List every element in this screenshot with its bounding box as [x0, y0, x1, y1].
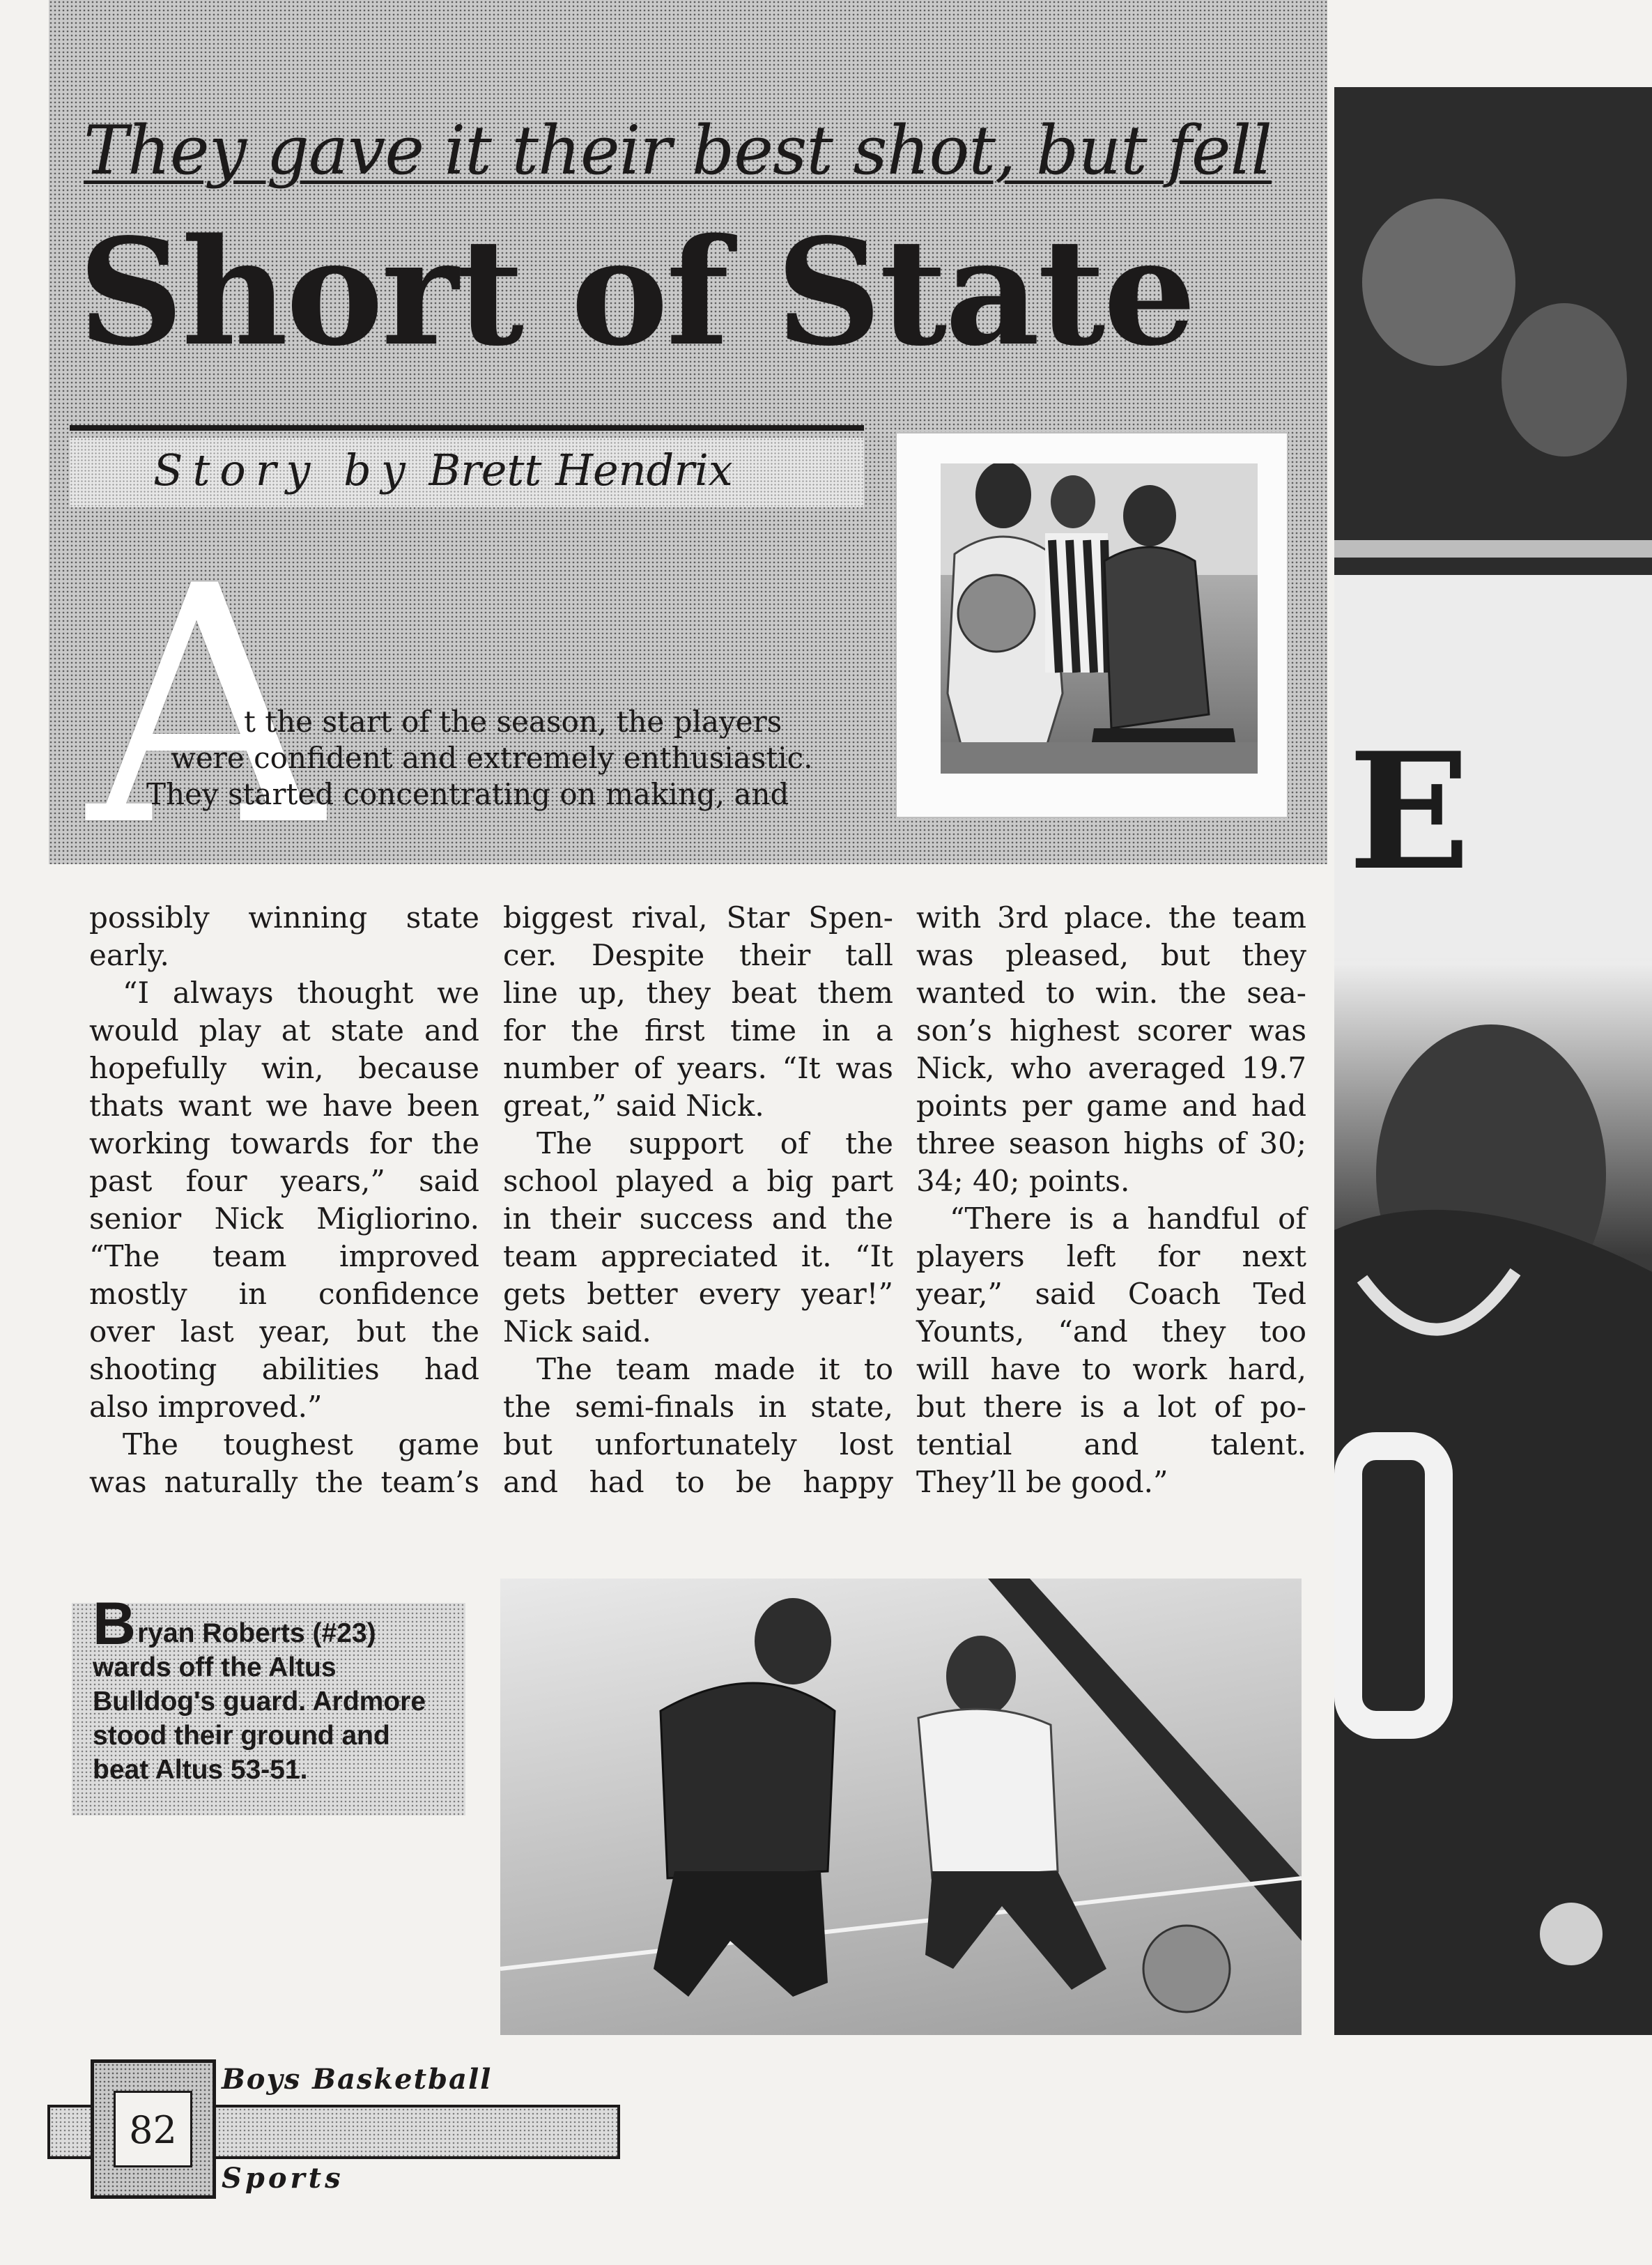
- article-line: biggest rival, Star Spen-: [503, 900, 893, 935]
- article-column-1: [89, 899, 479, 1501]
- article-line: but unfortunately lost: [503, 1427, 893, 1461]
- article-line: great,” said Nick.: [503, 1089, 764, 1123]
- article-line: past four years,” said: [89, 1164, 479, 1198]
- kicker-subtitle: They gave it their best shot, but fell: [84, 112, 1272, 190]
- intro-line: were confident and extremely enthusiastic.: [171, 741, 813, 775]
- article-line: shooting abilities had: [89, 1352, 479, 1386]
- article-line: The toughest game: [123, 1427, 479, 1461]
- article-line: was naturally the team’s: [89, 1465, 479, 1499]
- byline-author: Brett Hendrix: [429, 445, 733, 496]
- photo-players-dribbling: [500, 1579, 1302, 2035]
- article-line: the semi-finals in state,: [503, 1390, 893, 1424]
- article-line: school played a big part: [503, 1164, 893, 1198]
- intro-paragraph: [139, 704, 850, 813]
- article-line: in their success and the: [503, 1201, 893, 1236]
- article-line: “The team improved: [89, 1239, 479, 1273]
- photo-players-passing: [941, 463, 1258, 774]
- intro-dropcap: A: [87, 516, 324, 898]
- article-line: with 3rd place. the team: [916, 900, 1306, 935]
- photo-caption: [93, 1590, 469, 1787]
- article-line: line up, they beat them: [503, 976, 893, 1010]
- basketball-photo-dribbling: [500, 1579, 1302, 2035]
- page-number: 82: [129, 2108, 177, 2152]
- article-line: but there is a lot of po-: [916, 1390, 1306, 1424]
- article-line: year,” said Coach Ted: [916, 1277, 1306, 1311]
- article-line: They’ll be good.”: [916, 1465, 1168, 1499]
- article-line: thats want we have been: [89, 1089, 479, 1123]
- article-line: early.: [89, 938, 169, 972]
- article-line: possibly winning state: [89, 900, 479, 935]
- article-line: The team made it to: [536, 1352, 893, 1386]
- caption-line: beat Altus 53-51.: [93, 1755, 308, 1785]
- section-label: Boys Basketball: [222, 2063, 493, 2096]
- caption-line: [93, 1590, 469, 1657]
- article-line: senior Nick Migliorino.: [89, 1201, 479, 1236]
- photo-player-number-zero: [1334, 87, 1652, 2035]
- caption-dropcap: B: [93, 1590, 137, 1657]
- article-column-2: [503, 899, 893, 1501]
- category-label: Sports: [222, 2162, 344, 2195]
- article-line: tential and talent.: [916, 1427, 1306, 1461]
- article-line: Nick, who averaged 19.7: [916, 1051, 1306, 1085]
- caption-line: Bulldog's guard. Ardmore: [93, 1687, 426, 1717]
- byline-prefix: Story by: [153, 445, 415, 496]
- article-line: gets better every year!”: [503, 1277, 893, 1311]
- intro-line: t the start of the season, the players: [244, 705, 782, 739]
- article-line: points per game and had: [916, 1089, 1306, 1123]
- byline-rule: [70, 425, 864, 431]
- article-line: 34; 40; points.: [916, 1164, 1130, 1198]
- article-line: will have to work hard,: [916, 1352, 1306, 1386]
- caption-line-text: ryan Roberts (#23): [137, 1618, 376, 1648]
- article-line: wanted to win. the sea-: [916, 976, 1306, 1010]
- article-line: team appreciated it. “It: [503, 1239, 893, 1273]
- article-line: would play at state and: [89, 1013, 479, 1047]
- article-line: for the first time in a: [503, 1013, 893, 1047]
- caption-line: wards off the Altus: [93, 1652, 337, 1682]
- byline: [153, 445, 733, 496]
- article-line: three season highs of 30;: [916, 1126, 1306, 1160]
- article-line: mostly in confidence: [89, 1277, 479, 1311]
- article-line: and had to be happy: [503, 1465, 893, 1499]
- basketball-photo-passing: [941, 463, 1258, 774]
- article-column-3: [916, 899, 1306, 1501]
- page-number-box: [114, 2091, 192, 2167]
- article-line: over last year, but the: [89, 1314, 479, 1349]
- intro-line: They started concentrating on making, and: [146, 777, 789, 811]
- svg-text:E: E: [1348, 718, 1471, 906]
- byline-box: [70, 438, 864, 507]
- article-line: Nick said.: [503, 1314, 651, 1349]
- article-line: players left for next: [916, 1239, 1306, 1273]
- basketball-photo-player-closeup: [1334, 87, 1652, 2035]
- article-line: Younts, “and they too: [916, 1314, 1306, 1349]
- article-line: hopefully win, because: [89, 1051, 479, 1085]
- photo-caption-box: [72, 1590, 465, 1815]
- article-line: working towards for the: [89, 1126, 479, 1160]
- article-line: “I always thought we: [123, 976, 479, 1010]
- article-line: was pleased, but they: [916, 938, 1306, 972]
- article-line: son’s highest scorer was: [916, 1013, 1306, 1047]
- headline-title: Short of State: [78, 206, 1195, 378]
- article-line: cer. Despite their tall: [503, 938, 893, 972]
- article-line: also improved.”: [89, 1390, 323, 1424]
- article-line: “There is a handful of: [950, 1201, 1306, 1236]
- caption-line: stood their ground and: [93, 1721, 390, 1751]
- article-line: The support of the: [536, 1126, 893, 1160]
- article-line: number of years. “It was: [503, 1051, 893, 1085]
